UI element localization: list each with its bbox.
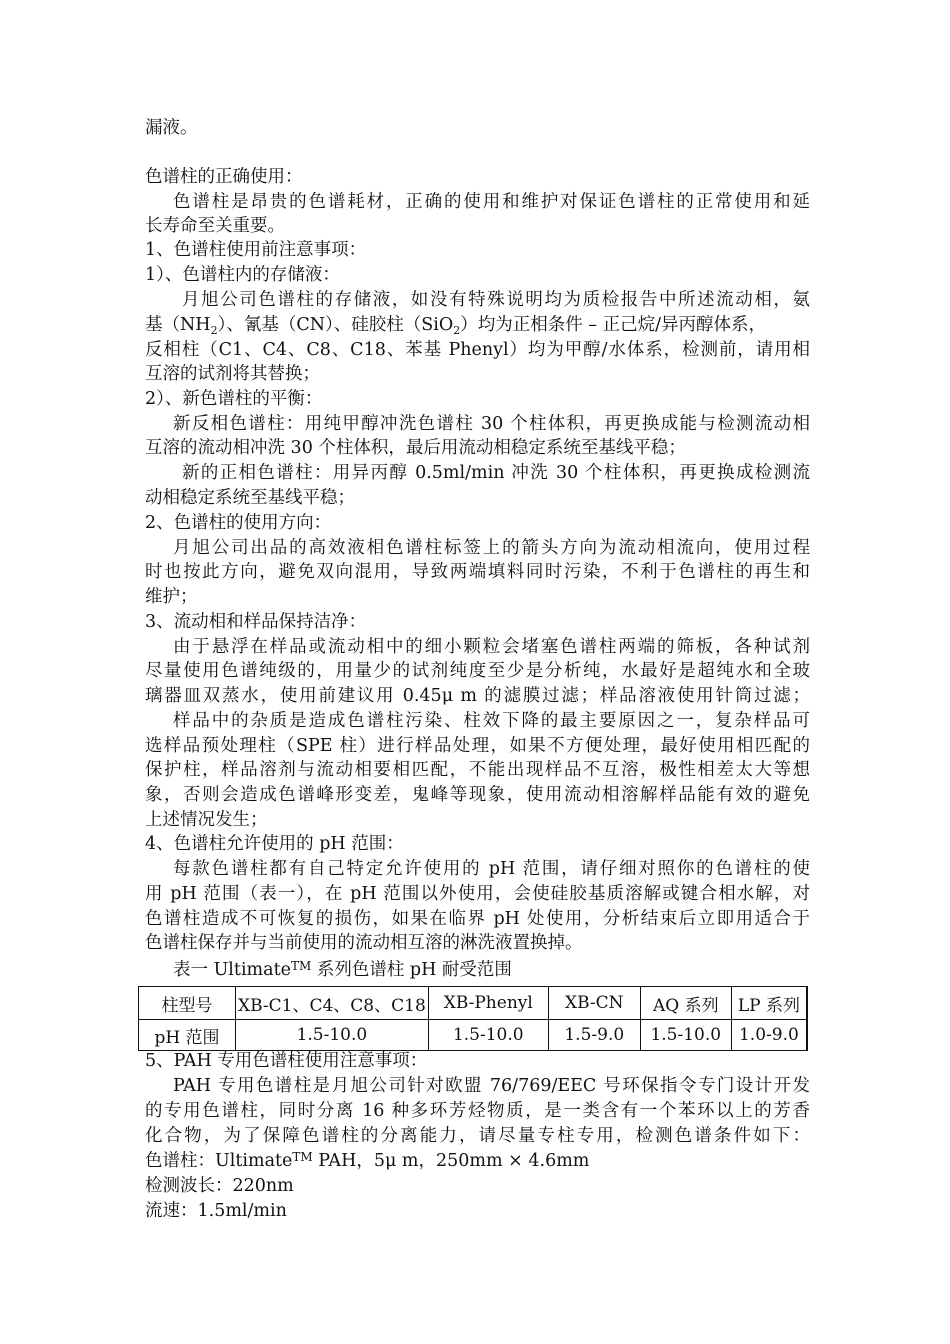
text-segment: 基（NH bbox=[145, 315, 211, 335]
table-cell: 1.5-10.0 bbox=[428, 1020, 548, 1051]
paragraph-line: 的专用色谱柱，同时分离 16 种多环芳烃物质，是一类含有一个苯环以上的芳香 bbox=[145, 1101, 810, 1121]
paragraph-line: 月旭公司色谱柱的存储液，如没有特殊说明均为质检报告中所述流动相，氨 bbox=[182, 290, 810, 310]
paragraph-line: 色谱柱是昂贵的色谱耗材，正确的使用和维护对保证色谱柱的正常使用和延 bbox=[173, 192, 810, 212]
text-segment: 表一 Ultimate bbox=[173, 960, 291, 980]
subsection-heading: 1）、色谱柱内的存储液： bbox=[145, 265, 340, 285]
section-heading: 2、色谱柱的使用方向： bbox=[145, 513, 332, 533]
paragraph-line: 上述情况发生； bbox=[145, 810, 268, 830]
paragraph-line: 每款色谱柱都有自己特定允许使用的 pH 范围，请仔细对照你的色谱柱的使 bbox=[173, 859, 810, 879]
paragraph-line: 检测波长：220nm bbox=[145, 1176, 294, 1196]
subscript: 2 bbox=[210, 324, 218, 337]
paragraph-line: 色谱柱造成不可恢复的损伤，如果在临界 pH 处使用，分析结束后立即用适合于 bbox=[145, 909, 810, 929]
paragraph-line: 新反相色谱柱：用纯甲醇冲洗色谱柱 30 个柱体积，再更换成能与检测流动相 bbox=[173, 414, 810, 434]
section-heading: 色谱柱的正确使用： bbox=[145, 167, 303, 187]
section-heading: 5、PAH 专用色谱柱使用注意事项： bbox=[145, 1051, 428, 1071]
text-segment: PAH，5μ m，250mm × 4.6mm bbox=[312, 1151, 590, 1171]
table-header-cell: XB-Phenyl bbox=[428, 987, 548, 1020]
paragraph-line bbox=[145, 313, 810, 337]
table-header-cell: 柱型号 bbox=[139, 987, 236, 1020]
paragraph-line: 璃器皿双蒸水，使用前建议用 0.45μ m 的滤膜过滤；样品溶液使用针筒过滤； bbox=[145, 686, 810, 706]
table-caption bbox=[173, 958, 810, 982]
table-header-cell: XB-C1、C4、C8、C18 bbox=[236, 987, 429, 1020]
paragraph-line: PAH 专用色谱柱是月旭公司针对欧盟 76/769/EEC 号环保指令专门设计开发 bbox=[173, 1076, 810, 1096]
paragraph-line: 长寿命至关重要。 bbox=[145, 216, 285, 236]
paragraph-line: 动相稳定系统至基线平稳； bbox=[145, 488, 355, 508]
paragraph-line: 月旭公司出品的高效液相色谱柱标签上的箭头方向为流动相流向，使用过程 bbox=[173, 538, 810, 558]
paragraph-line: 维护； bbox=[145, 587, 198, 607]
ph-range-table bbox=[138, 986, 808, 1051]
table-header-cell: LP 系列 bbox=[731, 987, 807, 1020]
paragraph-line: 样品中的杂质是造成色谱柱污染、柱效下降的最主要原因之一，复杂样品可 bbox=[173, 711, 810, 731]
paragraph-line: 选样品预处理柱（SPE 柱）进行样品处理，如果不方便处理，最好使用相匹配的 bbox=[145, 736, 810, 756]
paragraph-line: 互溶的试剂将其替换； bbox=[145, 364, 320, 384]
table-cell: 1.5-9.0 bbox=[548, 1020, 640, 1051]
text-line: 漏液。 bbox=[145, 118, 198, 138]
paragraph-line: 时也按此方向，避免双向混用，导致两端填料同时污染，不利于色谱柱的再生和 bbox=[145, 562, 810, 582]
table-header-cell: XB-CN bbox=[548, 987, 640, 1020]
paragraph-line bbox=[145, 1149, 810, 1173]
section-heading: 3、流动相和样品保持洁净： bbox=[145, 612, 367, 632]
section-heading: 1、色谱柱使用前注意事项： bbox=[145, 240, 367, 260]
paragraph-line: 用 pH 范围（表一），在 pH 范围以外使用，会使硅胶基质溶解或键合相水解，对 bbox=[145, 884, 810, 904]
section-heading: 4、色谱柱允许使用的 pH 范围： bbox=[145, 834, 404, 854]
text-segment: ）均为正相条件 – 正己烷/异丙醇体系， bbox=[460, 315, 766, 335]
paragraph-line: 色谱柱保存并与当前使用的流动相互溶的淋洗液置换掉。 bbox=[145, 933, 583, 953]
table-row bbox=[139, 1020, 808, 1051]
table-cell: 1.0-9.0 bbox=[731, 1020, 807, 1051]
trademark-mark: TM bbox=[290, 959, 312, 973]
paragraph-line: 新的正相色谱柱：用异丙醇 0.5ml/min 冲洗 30 个柱体积，再更换成检测流 bbox=[182, 463, 810, 483]
trademark-mark: TM bbox=[292, 1150, 313, 1164]
paragraph-line: 互溶的流动相冲洗 30 个柱体积，最后用流动相稳定系统至基线平稳； bbox=[145, 438, 686, 458]
paragraph-line: 反相柱（C1、C4、C8、C18、苯基 Phenyl）均为甲醇/水体系，检测前，请用相 bbox=[145, 340, 810, 360]
paragraph-line: 流速：1.5ml/min bbox=[145, 1201, 287, 1221]
table-cell: 1.5-10.0 bbox=[236, 1020, 429, 1051]
table-cell: 1.5-10.0 bbox=[640, 1020, 731, 1051]
paragraph-line: 化合物，为了保障色谱柱的分离能力，请尽量专柱专用，检测色谱条件如下： bbox=[145, 1126, 810, 1146]
paragraph-line: 保护柱，样品溶剂与流动相要相匹配，不能出现样品不互溶，极性相差太大等想 bbox=[145, 760, 810, 780]
table-cell: pH 范围 bbox=[139, 1020, 236, 1051]
subscript: 2 bbox=[453, 324, 461, 337]
table-header-cell: AQ 系列 bbox=[640, 987, 731, 1020]
paragraph-line: 象，否则会造成色谱峰形变差，鬼峰等现象，使用流动相溶解样品能有效的避免 bbox=[145, 785, 810, 805]
text-segment: ）、氰基（CN）、硅胶柱（SiO bbox=[217, 315, 454, 335]
text-segment: 系列色谱柱 pH 耐受范围 bbox=[311, 960, 512, 980]
paragraph-line: 尽量使用色谱纯级的，用量少的试剂纯度至少是分析纯，水最好是超纯水和全玻 bbox=[145, 661, 810, 681]
subsection-heading: 2）、新色谱柱的平衡： bbox=[145, 389, 323, 409]
text-segment: 色谱柱：Ultimate bbox=[145, 1151, 293, 1171]
table-header-row bbox=[139, 987, 808, 1020]
paragraph-line: 由于悬浮在样品或流动相中的细小颗粒会堵塞色谱柱两端的筛板，各种试剂 bbox=[173, 637, 810, 657]
